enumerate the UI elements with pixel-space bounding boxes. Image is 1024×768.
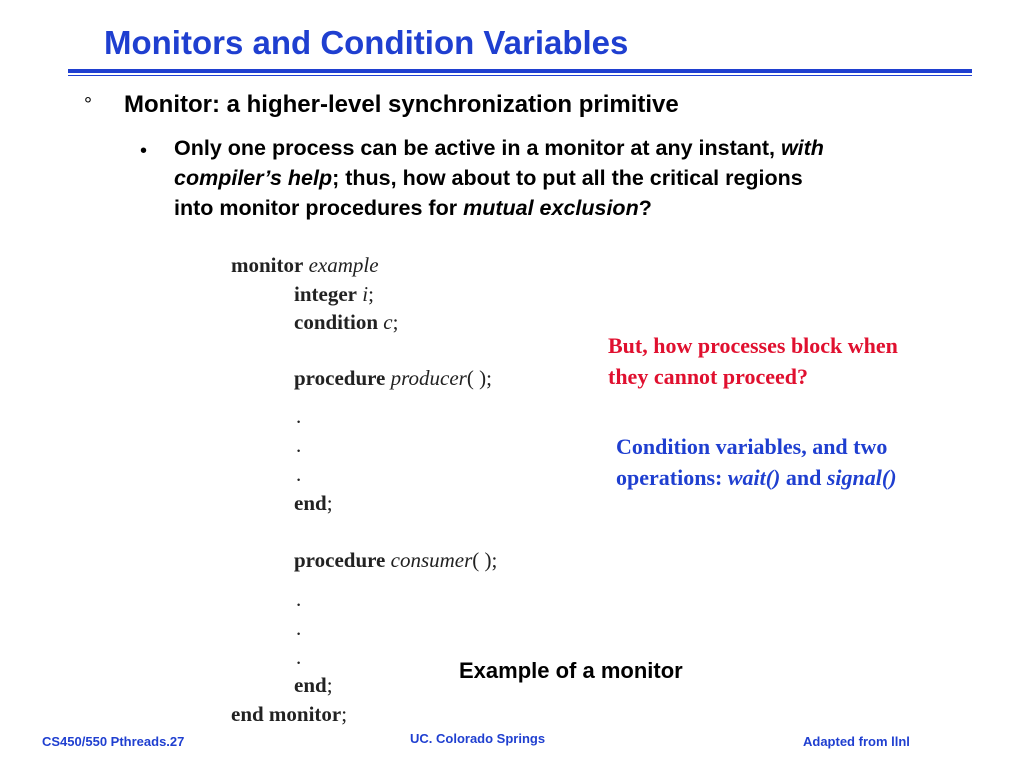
code-line-monitor: monitor example bbox=[231, 253, 379, 277]
code-line-dot: . bbox=[296, 433, 302, 457]
code-line-dot: . bbox=[296, 587, 302, 611]
bullet-level2-line1: Only one process can be active in a monitor at any instant, with bbox=[174, 136, 824, 160]
footer-course-page: CS450/550 Pthreads.27 bbox=[42, 734, 185, 749]
figure-caption: Example of a monitor bbox=[459, 658, 683, 683]
title-rule-thick bbox=[68, 69, 972, 73]
code-line-integer: integer i; bbox=[294, 282, 374, 306]
code-line-procedure-producer: procedure producer( ); bbox=[294, 366, 492, 390]
footer-source: Adapted from llnl bbox=[803, 734, 910, 749]
code-line-dot: . bbox=[296, 616, 302, 640]
bullet-level2-line3: into monitor procedures for mutual exclusion? bbox=[174, 196, 652, 220]
code-line-dot: . bbox=[296, 462, 302, 486]
note-blue-line1: Condition variables, and two bbox=[616, 434, 888, 459]
note-red-line2: they cannot proceed? bbox=[608, 364, 809, 389]
note-blue-line2: operations: wait() and signal() bbox=[616, 465, 897, 490]
code-line-condition: condition c; bbox=[294, 310, 399, 334]
footer-institution: UC. Colorado Springs bbox=[410, 731, 546, 746]
title-rule-thin bbox=[68, 75, 972, 76]
bullet-text-level1: Monitor: a higher-level synchronization primitive bbox=[124, 91, 679, 118]
code-line-procedure-consumer: procedure consumer( ); bbox=[294, 548, 498, 572]
bullet-marker-level2: • bbox=[140, 140, 148, 162]
code-line-dot: . bbox=[296, 404, 302, 428]
code-line-end-producer: end; bbox=[294, 491, 333, 515]
slide-title: Monitors and Condition Variables bbox=[104, 24, 629, 61]
bullet-level2-line2: compiler’s help; thus, how about to put all the critical regions bbox=[174, 166, 803, 190]
bullet-marker-level1: ° bbox=[84, 94, 92, 116]
code-line-dot: . bbox=[296, 645, 302, 669]
note-red-line1: But, how processes block when bbox=[608, 333, 898, 358]
code-line-end-consumer: end; bbox=[294, 673, 333, 697]
code-line-end-monitor: end monitor; bbox=[231, 702, 348, 726]
